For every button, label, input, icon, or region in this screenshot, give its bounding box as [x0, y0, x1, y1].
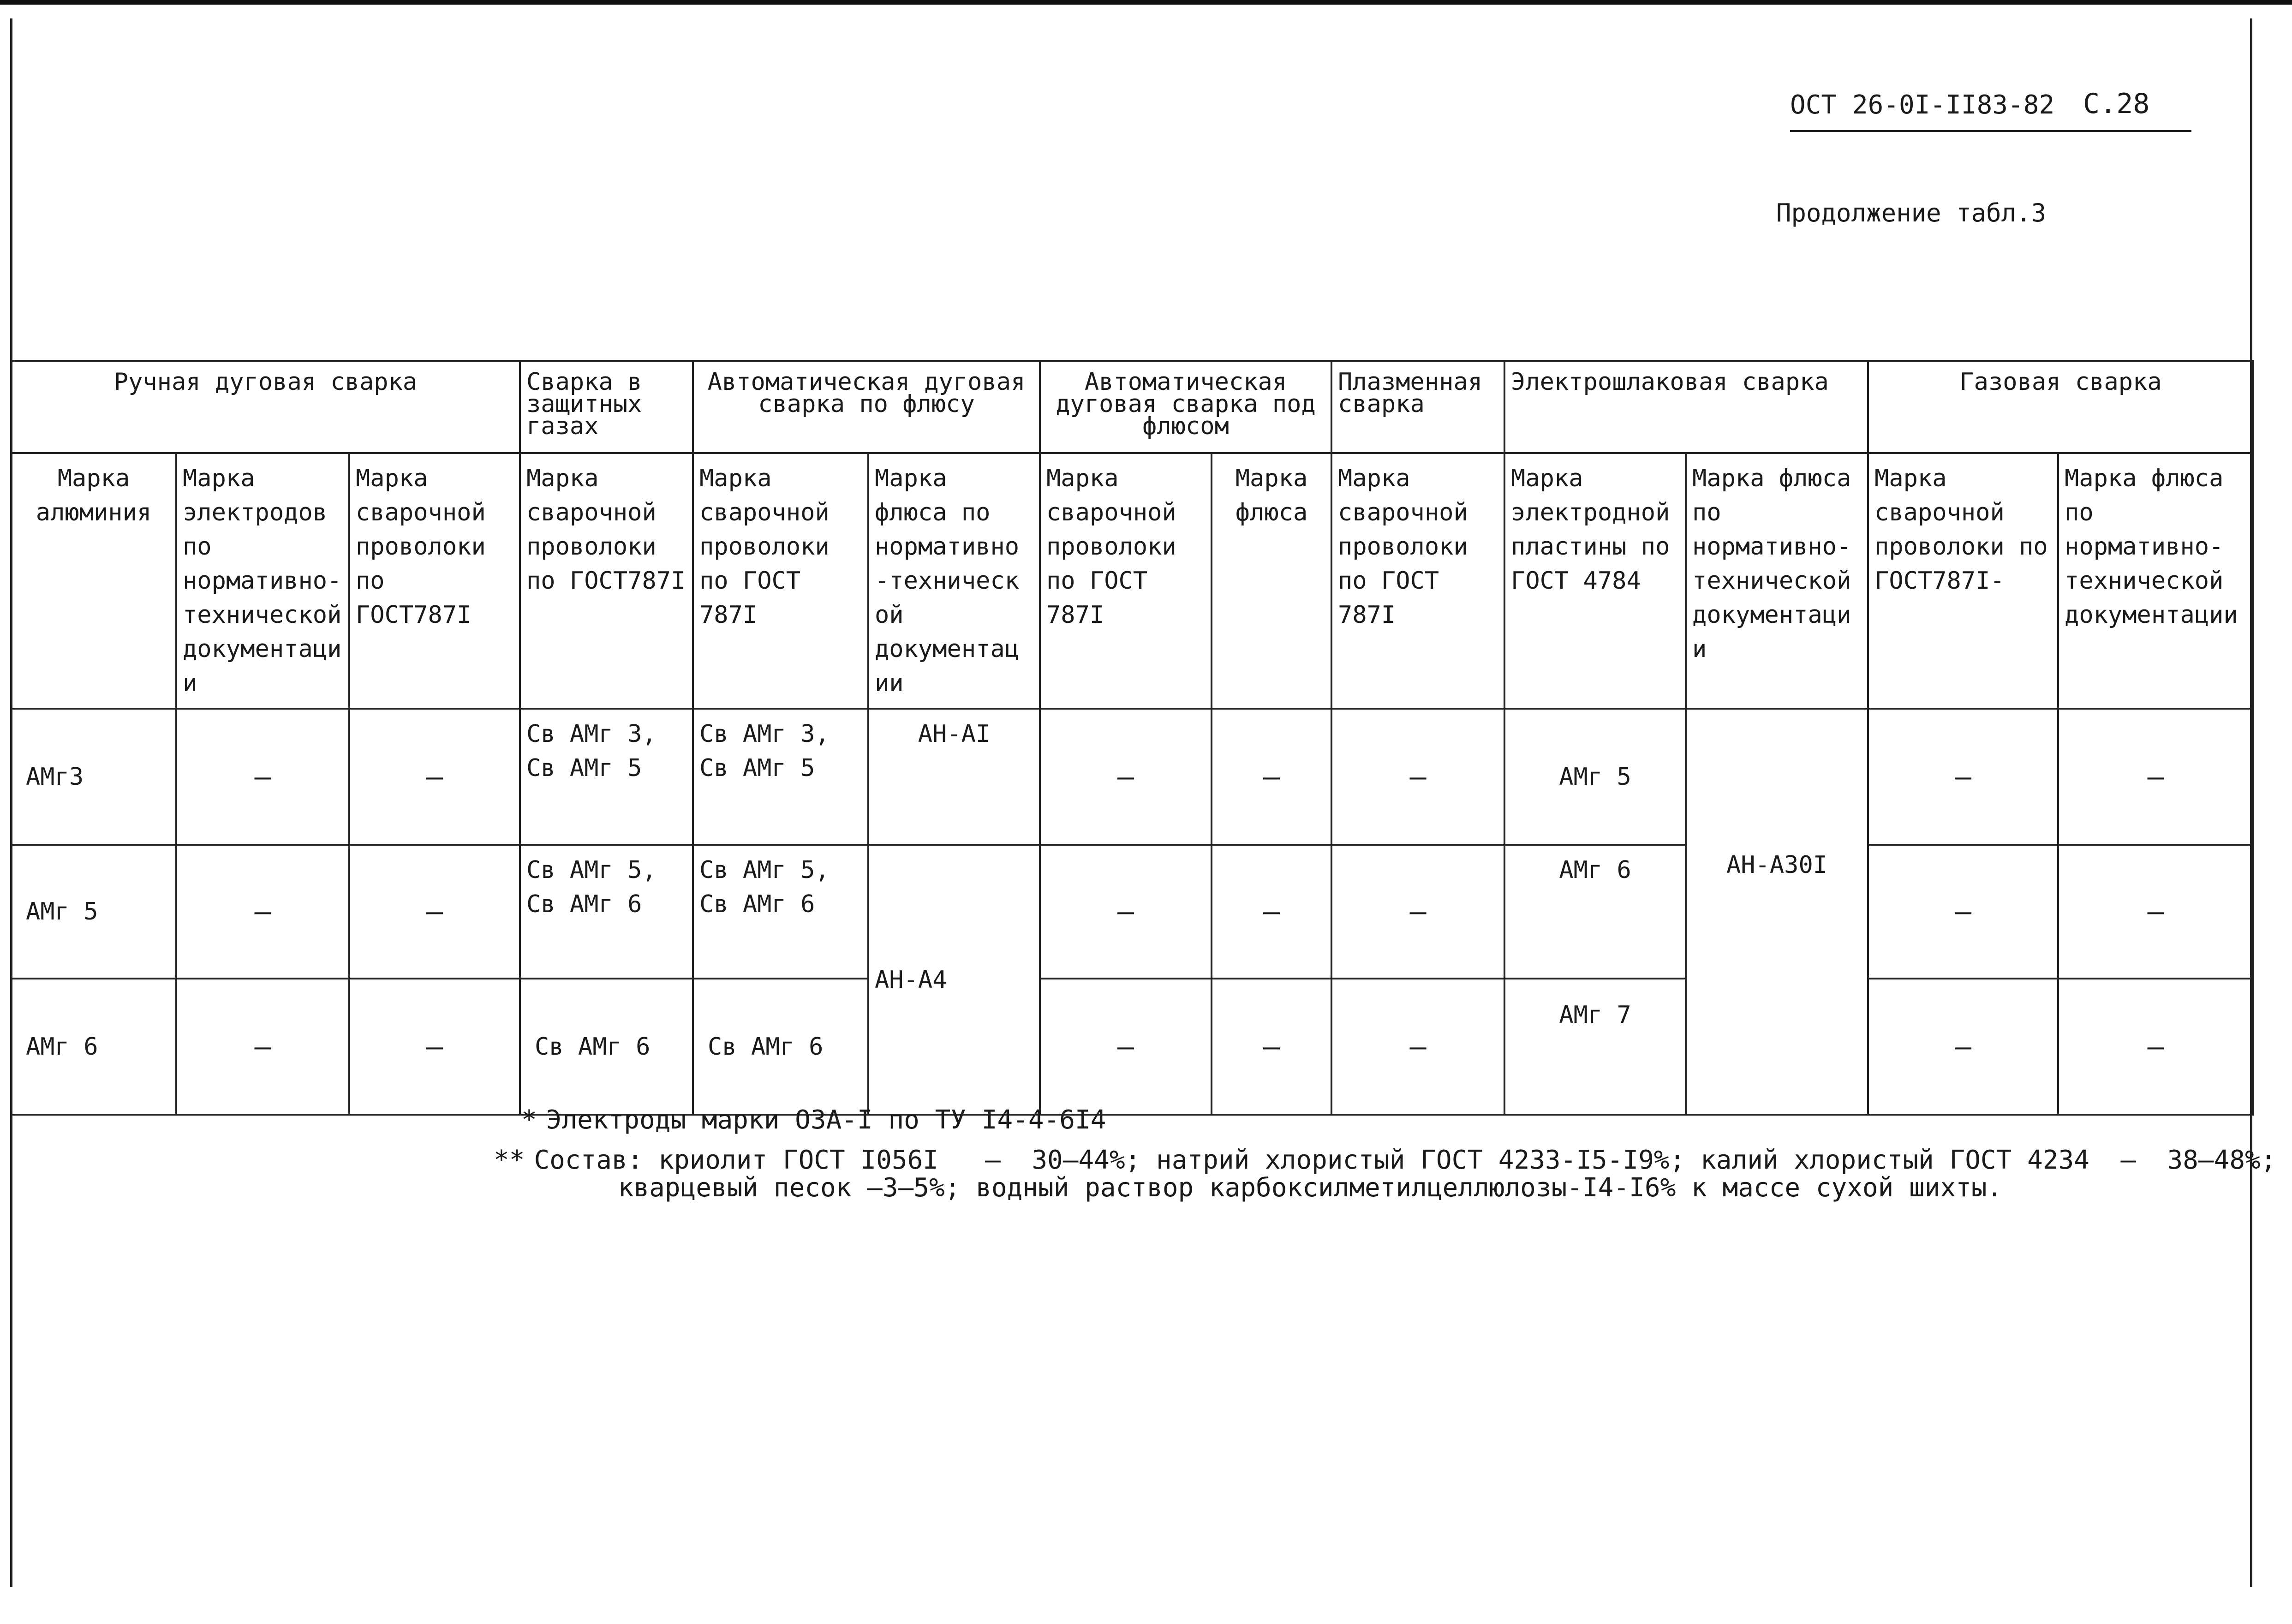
col-header-under-flux: Марка флюса — [1212, 453, 1331, 709]
manual-wire-cell: – — [349, 845, 520, 979]
group-shielded-gas — [520, 361, 693, 453]
col-header-gas-flux: Марка флюса по нормативно-технической документации — [2058, 453, 2253, 709]
col-header-plasma-wire: Марка сварочной проволоки по ГОСТ 787I — [1331, 453, 1504, 709]
group-manual-arc — [11, 361, 520, 453]
col-header-gas-wire: Марка сварочной проволоки по ГОСТ787I- — [1868, 453, 2058, 709]
footnote-marker: * — [521, 1105, 537, 1135]
group-label: Сварка в защитных газах — [526, 368, 642, 440]
es-plate-cell: АМг 5 — [1504, 709, 1686, 845]
group-label: Электрошлаковая сварка — [1511, 368, 1829, 396]
auto-wire-cell: Св АМг 3, Св АМг 5 — [693, 709, 868, 845]
table-column-header-row — [11, 453, 2253, 709]
alloy-cell: АМг3 — [11, 709, 176, 845]
col-header-electrodes: Марка электродов по нормативно-технической документации — [176, 453, 349, 709]
footnote-marker: ** — [494, 1145, 525, 1175]
table-group-header-row — [11, 361, 2253, 453]
group-label: Автоматическая дуговая сварка по флюсу — [707, 368, 1026, 418]
col-header-auto-wire: Марка сварочной проволоки по ГОСТ 787I — [693, 453, 868, 709]
col-header-es-plate: Марка электродной пластины по ГОСТ 4784 — [1504, 453, 1686, 709]
gas-wire-cell: – — [1868, 709, 2058, 845]
col-header-manual-wire: Марка сварочной проволоки по ГОСТ787I — [349, 453, 520, 709]
manual-wire-cell: – — [349, 709, 520, 845]
gas-wire-cell: – — [1868, 845, 2058, 979]
gas-flux-cell: – — [2058, 979, 2253, 1115]
under-wire-cell: – — [1040, 845, 1212, 979]
footnote-flux-composition — [494, 1146, 2276, 1202]
header-underline — [1790, 130, 2191, 132]
table-row — [11, 709, 2253, 845]
group-gas — [1868, 361, 2253, 453]
manual-wire-cell: – — [349, 979, 520, 1115]
col-header-shielded-wire: Марка сварочной проволоки по ГОСТ787I — [520, 453, 693, 709]
gas-wire-cell: – — [1868, 979, 2058, 1115]
electrodes-cell: – — [176, 845, 349, 979]
plasma-wire-cell: – — [1331, 979, 1504, 1115]
auto-wire-cell: Св АМг 6 — [693, 979, 868, 1115]
group-label: Автоматическая дуговая сварка под флюсом — [1056, 368, 1316, 440]
under-flux-cell: – — [1212, 709, 1331, 845]
group-label: Плазменная сварка — [1338, 368, 1483, 418]
group-auto-under-flux — [1040, 361, 1331, 453]
plasma-wire-cell: – — [1331, 709, 1504, 845]
alloy-cell: АМг 5 — [11, 845, 176, 979]
col-header-aluminium: Марка алюминия — [11, 453, 176, 709]
shielded-wire-cell: Св АМг 6 — [520, 979, 693, 1115]
auto-wire-cell: Св АМг 5, Св АМг 6 — [693, 845, 868, 979]
gas-flux-cell: – — [2058, 845, 2253, 979]
es-plate-cell: АМг 7 — [1504, 979, 1686, 1115]
auto-flux-cell: АН-АI — [868, 709, 1040, 845]
auto-flux-merged-cell: АН-А4 — [868, 845, 1040, 1115]
table-row — [11, 845, 2253, 979]
col-header-auto-flux: Марка флюса по нормативно-технической документации — [868, 453, 1040, 709]
top-rule — [0, 0, 2292, 5]
under-wire-cell: – — [1040, 979, 1212, 1115]
footnote-text: Электроды марки ОЗА-I по ТУ I4-4-6I4 — [546, 1105, 1106, 1135]
col-header-es-flux: Марка флюса по нормативно-технической документации — [1686, 453, 1868, 709]
group-label: Газовая сварка — [1959, 368, 2162, 396]
col-header-under-wire: Марка сварочной проволоки по ГОСТ 787I — [1040, 453, 1212, 709]
gas-flux-cell: – — [2058, 709, 2253, 845]
electrodes-cell: – — [176, 979, 349, 1115]
group-label: Ручная дуговая сварка — [113, 368, 418, 396]
shielded-wire-cell: Св АМг 5, Св АМг 6 — [520, 845, 693, 979]
group-electroslag — [1504, 361, 1868, 453]
under-flux-cell: – — [1212, 845, 1331, 979]
document-code: ОСТ 26-0I-II83-82 — [1790, 90, 2055, 120]
welding-materials-table — [10, 360, 2254, 1116]
footnote-text: Состав: криолит ГОСТ I056I – 30–44%; натрий хлористый ГОСТ 4233-I5-I9%; калий хлористый ГОСТ 4234 – 38–48%; кварцевый песок –3–5%; водный раствор карбоксилметилцеллюлозы-I4-I6% к массе сухой шихты. — [534, 1145, 2276, 1203]
page-number: С.28 — [2083, 88, 2150, 120]
plasma-wire-cell: – — [1331, 845, 1504, 979]
shielded-wire-cell: Св АМг 3, Св АМг 5 — [520, 709, 693, 845]
under-wire-cell: – — [1040, 709, 1212, 845]
alloy-cell: АМг 6 — [11, 979, 176, 1115]
footnote-electrodes — [521, 1105, 1106, 1135]
es-flux-merged-cell: АН-А30I — [1686, 709, 1868, 1115]
group-auto-flux — [693, 361, 1040, 453]
table-row — [11, 979, 2253, 1115]
electrodes-cell: – — [176, 709, 349, 845]
es-plate-cell: АМг 6 — [1504, 845, 1686, 979]
table-continuation-caption: Продолжение табл.3 — [1776, 198, 2047, 227]
group-plasma — [1331, 361, 1504, 453]
under-flux-cell: – — [1212, 979, 1331, 1115]
